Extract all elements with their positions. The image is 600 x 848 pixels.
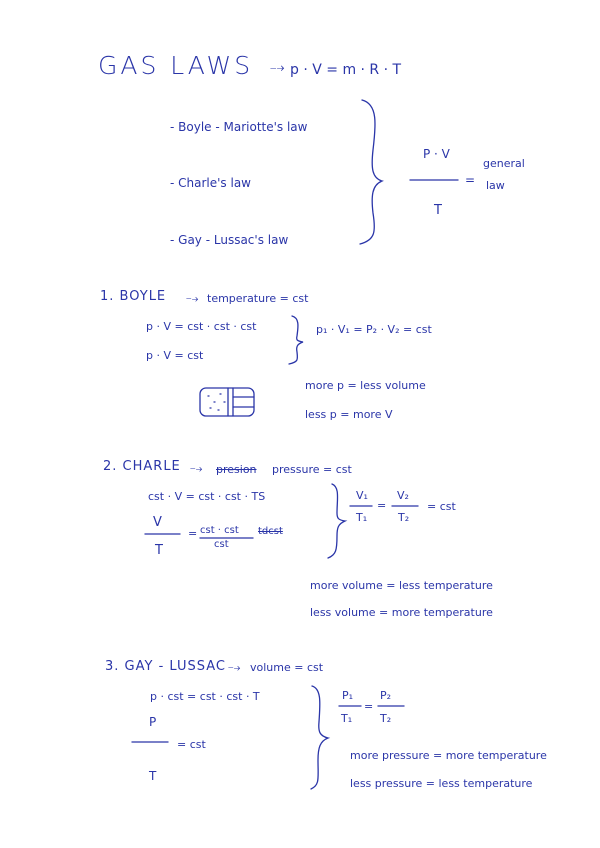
charle-fraction-equals: = — [188, 527, 198, 540]
gay-equation-1: p · cst = cst · cst · T — [150, 690, 260, 703]
section-heading-charle: 2. CHARLE — [103, 459, 181, 474]
gay-fraction-denominator: T — [149, 769, 157, 783]
boyle-condition: temperature = cst — [207, 292, 309, 305]
charle-condition-struck: presion — [216, 463, 257, 476]
general-law-equals: = — [465, 173, 476, 187]
charle-right-denominator: cst — [214, 539, 229, 550]
section-heading-boyle: 1. BOYLE — [100, 289, 167, 304]
gay-brace — [311, 686, 328, 789]
charle-fraction-denominator: T — [155, 543, 163, 558]
piston-cylinder-drawing — [198, 386, 256, 416]
general-law-note: general — [483, 157, 525, 170]
gay-rel-numerator-1: P₁ — [342, 689, 354, 702]
gay-condition: volume = cst — [250, 661, 324, 674]
overview-item-gay-lussac: - Gay - Lussac's law — [170, 233, 289, 247]
charle-equation-1: cst · V = cst · cst · TS — [148, 490, 266, 503]
gay-note-1: more pressure = more temperature — [350, 749, 547, 762]
overview-item-boyle: - Boyle - Mariotte's law — [170, 120, 308, 134]
charle-right-numerator: cst · cst — [200, 525, 239, 536]
arrow-icon: ⤍ — [186, 291, 199, 305]
page-title: GAS LAWS — [98, 51, 254, 80]
charle-rel-denominator-1: T₁ — [356, 511, 368, 524]
charle-rel-numerator-2: V₂ — [397, 489, 409, 502]
overview-item-charle: - Charle's law — [170, 176, 251, 190]
gay-note-2: less pressure = less temperature — [350, 777, 533, 790]
charle-rel-equals: = — [377, 499, 387, 512]
charle-rel-denominator-2: T₂ — [398, 511, 410, 524]
charle-rel-constant: = cst — [427, 500, 456, 513]
arrow-icon: ⤍ — [190, 461, 203, 475]
overview-brace — [360, 100, 382, 244]
gay-rel-numerator-2: P₂ — [380, 689, 392, 702]
arrow-icon: ⤍ — [270, 60, 285, 76]
gay-rel-denominator-1: T₁ — [341, 712, 353, 725]
boyle-note-1: more p = less volume — [305, 379, 426, 392]
gay-fraction-numerator: P — [149, 715, 157, 729]
general-law-denominator: T — [434, 203, 442, 218]
arrow-icon: ⤍ — [228, 660, 241, 674]
section-heading-gay-lussac: 3. GAY - LUSSAC — [105, 659, 226, 674]
charle-condition: pressure = cst — [272, 463, 352, 476]
ideal-gas-formula: p · V = m · R · T — [290, 62, 402, 78]
boyle-note-2: less p = more V — [305, 408, 393, 421]
boyle-equation-2: p · V = cst — [146, 349, 204, 362]
boyle-relation: p₁ · V₁ = P₂ · V₂ = cst — [316, 323, 432, 336]
boyle-brace — [289, 316, 303, 364]
charle-rel-numerator-1: V₁ — [356, 489, 368, 502]
charle-fraction-numerator: V — [153, 515, 162, 530]
charle-note-2: less volume = more temperature — [310, 606, 493, 619]
boyle-equation-1: p · V = cst · cst · cst — [146, 320, 257, 333]
charle-brace — [328, 484, 345, 558]
general-law-note-2: law — [486, 179, 505, 192]
charle-note-1: more volume = less temperature — [310, 579, 493, 592]
gay-fraction-constant: = cst — [177, 738, 206, 751]
charle-right-struck: tdcst — [258, 526, 283, 537]
gay-rel-denominator-2: T₂ — [380, 712, 392, 725]
gay-rel-equals: = — [364, 700, 374, 713]
general-law-numerator: P · V — [423, 147, 450, 161]
